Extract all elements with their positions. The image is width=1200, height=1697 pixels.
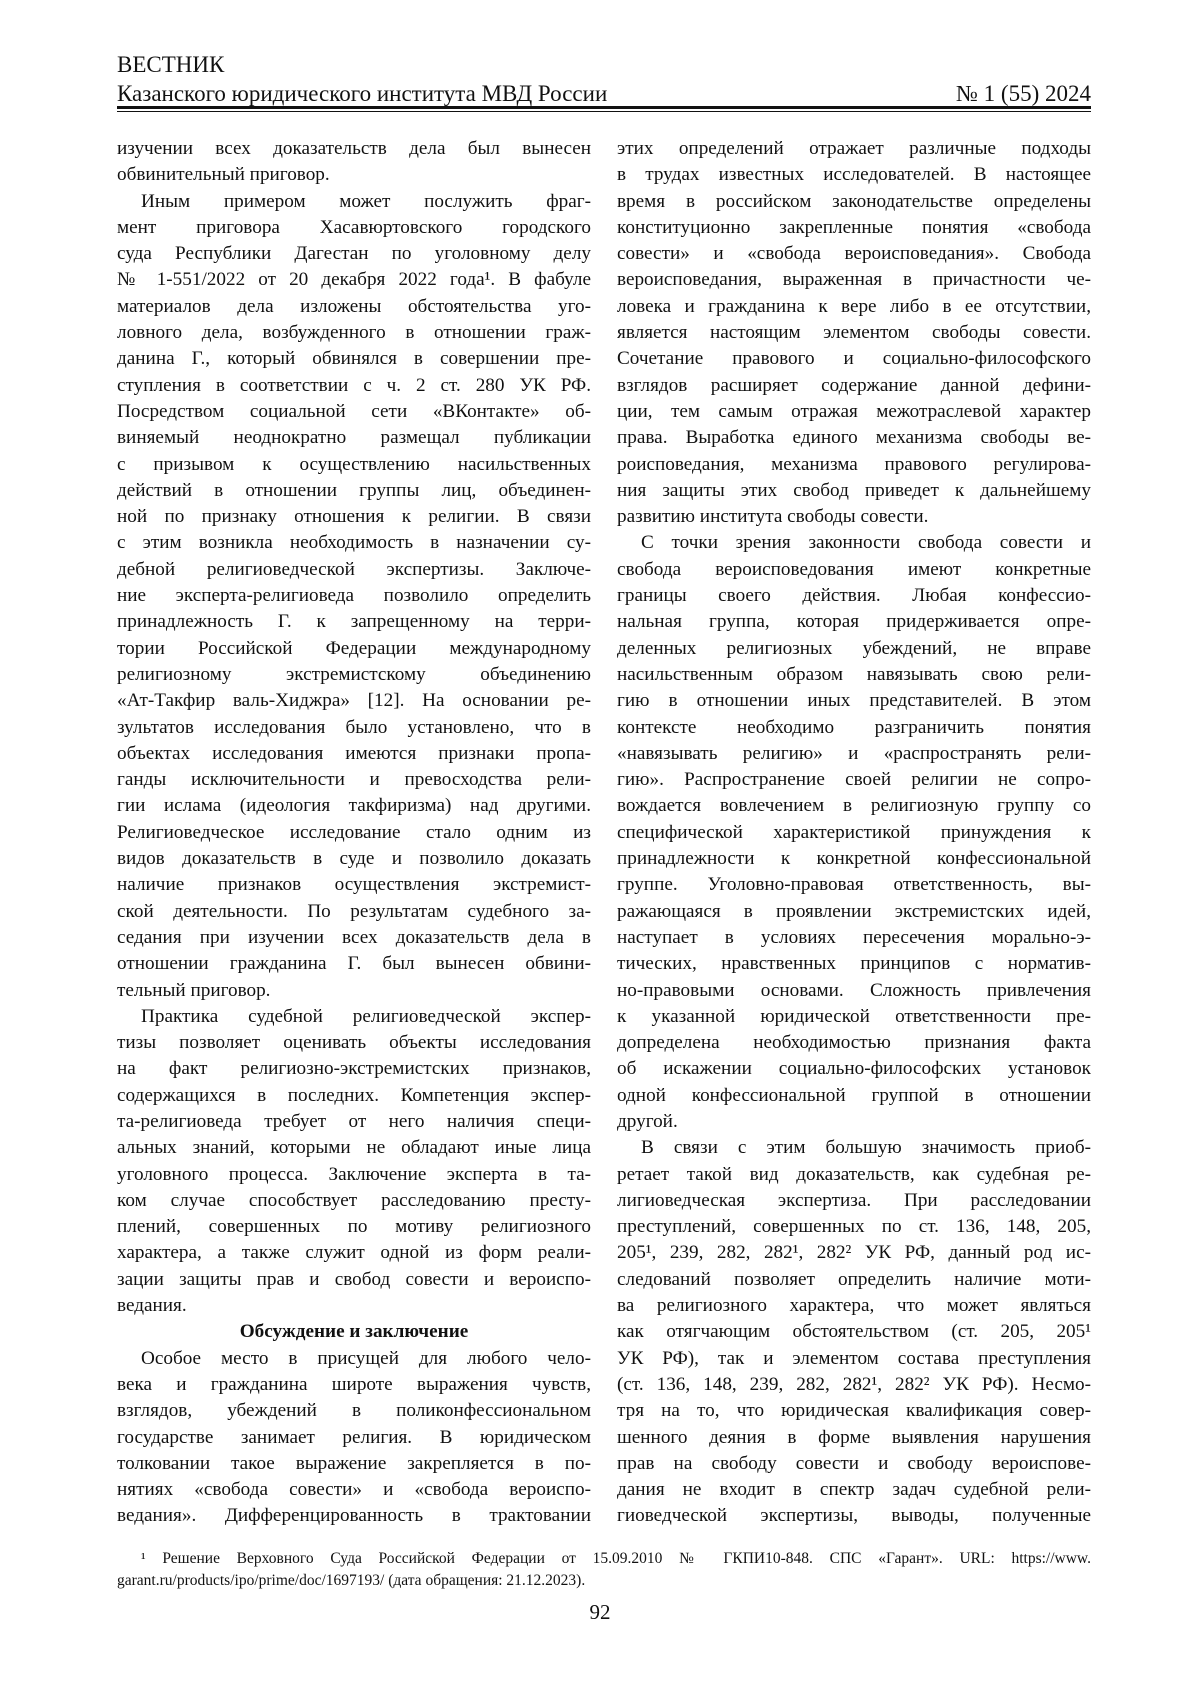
issue-number: № 1 (55) 2024 [955, 81, 1091, 106]
text-line: в трудах известных исследователей. В настоящее [617, 164, 1091, 186]
text-line: тизы позволяет оценивать объекты исследования [117, 1032, 591, 1054]
text-line: ва религиозного характера, что может являться [617, 1295, 1091, 1317]
running-header [117, 50, 1091, 108]
text-line: Религиоведческое исследование стало одним из [117, 821, 591, 843]
journal-title: ВЕСТНИК [117, 52, 225, 77]
text-line: ловека и гражданина к вере либо в ее отсутствии, [617, 295, 1091, 317]
text-line: мент приговора Хасавюртовского городского [117, 216, 591, 238]
text-line: «навязывать религию» и «распространять рели- [617, 742, 1091, 764]
text-line: 205¹, 239, 282, 282¹, 282² УК РФ, данный род ис- [617, 1242, 1091, 1264]
text-line: нятиях «свобода совести» и «свобода вероиспо- [117, 1479, 591, 1501]
header-rule-thin [117, 111, 1091, 112]
text-line: зации защиты прав и свобод совести и вероиспо- [117, 1268, 591, 1290]
left-column [117, 136, 591, 1530]
text-line: наступает в условиях пересечения морально-э- [617, 926, 1091, 948]
text-line: границы своего действия. Любая конфессио- [617, 585, 1091, 607]
text-line: УК РФ), так и элементом состава преступления [617, 1347, 1091, 1369]
text-line: действий в отношении группы лиц, объединен- [117, 479, 591, 501]
text-line: ской деятельности. По результатам судебного за- [117, 900, 591, 922]
text-line: та-религиоведа требует от него наличия специ- [117, 1110, 591, 1132]
text-line: вождается вовлечением в религиозную группу со [617, 795, 1091, 817]
text-line: виняемый неоднократно размещал публикации [117, 427, 591, 449]
text-line: обвинительный приговор. [117, 164, 330, 186]
text-line: на факт религиозно-экстремистских признаков, [117, 1058, 591, 1080]
text-line: религиозному экстремистскому объединению [117, 663, 591, 685]
text-line: века и гражданина широте выражения чувств, [117, 1373, 591, 1395]
text-line: Особое место в присущей для любого чело- [141, 1347, 591, 1369]
text-line: контексте необходимо разграничить понятия [617, 716, 1091, 738]
text-line: ной по признаку отношения к религии. В связи [117, 506, 591, 528]
text-line: ком случае способствует расследованию престу- [117, 1189, 591, 1211]
text-line: этих определений отражает различные подходы [617, 138, 1091, 159]
text-line: одной конфессиональной группой в отношении [617, 1084, 1091, 1106]
text-line: свобода вероисповедования имеют конкретные [617, 558, 1091, 580]
text-line: зультатов исследования было установлено, что в [117, 716, 591, 738]
text-line: наличие признаков осуществления экстремист- [117, 874, 591, 896]
text-line: толковании такое выражение закрепляется в по- [117, 1452, 591, 1474]
text-line: В связи с этим большую значимость приоб- [641, 1137, 1091, 1159]
text-line: об искажении социально-философских установок [617, 1058, 1091, 1080]
text-line: «Ат-Такфир валь-Хиджра» [12]. На основании ре- [117, 690, 591, 712]
text-line: дания не входит в спектр задач судебной рели- [617, 1479, 1091, 1501]
text-line: права. Выработка единого механизма свободы ве- [617, 427, 1091, 449]
text-line: совести» и «свобода вероисповедания». Свобода [617, 243, 1091, 265]
text-line: тических, нравственных принципов с норматив- [617, 953, 1091, 975]
text-line: ражающаяся в проявлении экстремистских идей, [617, 900, 1091, 922]
text-line: седания при изучении всех доказательств дела в [117, 926, 591, 948]
text-line: (ст. 136, 148, 239, 282, 282¹, 282² УК РФ). Несмо- [617, 1373, 1091, 1395]
text-line: данина Г., который обвинялся в совершении пре- [117, 348, 591, 370]
text-line: государстве занимает религия. В юридическом [117, 1426, 591, 1448]
text-line: шенного деяния в форме выявления нарушения [617, 1426, 1091, 1448]
text-line: принадлежность Г. к запрещенному на терри- [117, 611, 591, 633]
text-line: нальная группа, которая придерживается опре- [617, 611, 1091, 633]
text-line: но-правовыми основами. Сложность привлечения [617, 979, 1091, 1001]
text-line: деленных религиозных убеждений, не вправе [617, 637, 1091, 659]
text-line: ния защиты этих свобод приведет к дальнейшему [617, 479, 1091, 501]
text-line: тря на то, что юридическая квалификация совер- [617, 1400, 1091, 1422]
text-line: к указанной юридической ответственности пре- [617, 1005, 1091, 1027]
text-line: развитию института свободы совести. [617, 506, 929, 528]
text-line: альных знаний, которыми не обладают иные лица [117, 1137, 591, 1159]
text-line: дебной религиоведческой экспертизы. Заключе- [117, 558, 591, 580]
text-line: является настоящим элементом свободы совести. [617, 322, 1091, 344]
text-line: насильственным образом навязывать свою рели- [617, 663, 1091, 685]
text-line: плений, совершенных по мотиву религиозного [117, 1216, 591, 1238]
text-line: время в российском законодательстве определены [617, 190, 1091, 212]
text-line: преступлений, совершенных по ст. 136, 148, 205, [617, 1216, 1091, 1238]
text-line: С точки зрения законности свобода совести и [641, 532, 1091, 554]
text-line: роисповедания, механизма правового регулирова- [617, 453, 1091, 475]
text-line: Практика судебной религиоведческой экспер- [141, 1005, 591, 1027]
text-line: гию в отношении иных представителей. В этом [617, 690, 1091, 712]
text-line: следований позволяет определить наличие моти- [617, 1268, 1091, 1290]
text-line: отношении гражданина Г. был вынесен обвини- [117, 953, 591, 975]
text-line: объектах исследования имеются признаки пропа- [117, 742, 591, 764]
text-line: взглядов, убеждений в поликонфессиональном [117, 1400, 591, 1422]
text-line: прав на свободу совести и свободу вероиспове- [617, 1452, 1091, 1474]
text-line: ловного дела, возбужденного в отношении граж- [117, 322, 591, 344]
text-line: лигиоведческая экспертиза. При расследовании [617, 1189, 1091, 1211]
section-heading: Обсуждение и заключение [239, 1321, 469, 1343]
footnote-line: garant.ru/products/ipo/prime/doc/1697193/ (дата обращения: 21.12.2023). [117, 1572, 586, 1589]
footnote [117, 1548, 1091, 1592]
text-line: материалов дела изложены обстоятельства уго- [117, 295, 591, 317]
text-line: как отягчающим обстоятельством (ст. 205, 205¹ [617, 1321, 1091, 1343]
text-line: суда Республики Дагестан по уголовному делу [117, 243, 591, 265]
text-line: группе. Уголовно-правовая ответственность, вы- [617, 874, 1091, 896]
page-number: 92 [589, 1600, 611, 1624]
text-line: ступления в соответствии с ч. 2 ст. 280 УК РФ. [117, 374, 591, 396]
text-line: с этим возникла необходимость в назначении су- [117, 532, 591, 554]
text-line: гию». Распространение своей религии не сопро- [617, 769, 1091, 791]
text-line: Сочетание правового и социально-философского [617, 348, 1091, 370]
text-line: № 1-551/2022 от 20 декабря 2022 года¹. В фабуле [117, 269, 591, 291]
text-line: тории Российской Федерации международному [117, 637, 591, 659]
right-column [617, 136, 1091, 1530]
text-line: ции, тем самым отражая межотраслевой характер [617, 400, 1091, 422]
text-line: принадлежности к конкретной конфессиональной [617, 848, 1091, 870]
text-line: ганды исключительности и превосходства рели- [117, 769, 591, 791]
text-line: другой. [617, 1110, 678, 1132]
text-line: специфической характеристикой принуждения к [617, 821, 1091, 843]
text-line: с призывом к осуществлению насильственных [117, 453, 591, 475]
text-line: допределена необходимостью признания факта [617, 1032, 1091, 1054]
text-line: гиоведческой экспертизы, выводы, полученные [617, 1505, 1091, 1527]
text-line: ведания. [117, 1295, 187, 1317]
text-line: содержащихся в последних. Компетенция экспер- [117, 1084, 591, 1106]
text-line: Посредством социальной сети «ВКонтакте» об- [117, 400, 591, 422]
text-line: конституционно закрепленные понятия «свобода [617, 216, 1091, 238]
text-line: уголовного процесса. Заключение эксперта в та- [117, 1163, 591, 1185]
text-line: Иным примером может послужить фраг- [141, 190, 591, 212]
text-line: ретает такой вид доказательств, как судебная ре- [617, 1163, 1091, 1185]
text-line: изучении всех доказательств дела был вынесен [117, 138, 591, 159]
text-line: характера, а также служит одной из форм реали- [117, 1242, 591, 1264]
journal-subtitle: Казанского юридического института МВД России [117, 81, 608, 106]
footnote-line: ¹ Решение Верховного Суда Российской Федерации от 15.09.2010 № ГКПИ10-848. СПС «Гарант». URL: https://www. [141, 1550, 1091, 1567]
text-line: ние эксперта-религиоведа позволило определить [117, 585, 591, 607]
header-rule-thick [117, 106, 1091, 109]
text-line: тельный приговор. [117, 979, 271, 1001]
text-line: гии ислама (идеология такфиризма) над другими. [117, 795, 591, 817]
text-line: вероисповедания, выраженная в причастности че- [617, 269, 1091, 291]
text-line: взглядов расширяет содержание данной дефини- [617, 374, 1091, 396]
text-line: ведания». Дифференцированность в трактовании [117, 1505, 591, 1527]
text-line: видов доказательств в суде и позволило доказать [117, 848, 591, 870]
